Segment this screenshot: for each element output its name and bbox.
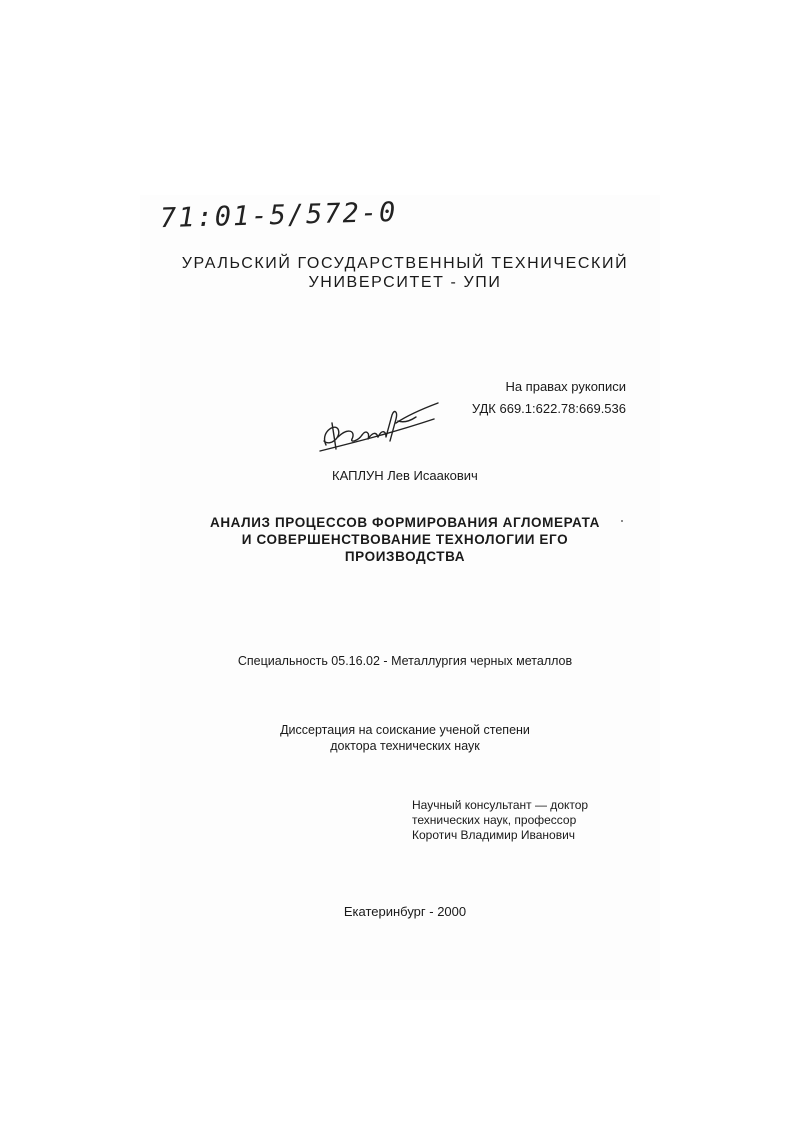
scan-speck [621,520,623,522]
consultant-line-1: Научный консультант — доктор [412,798,589,812]
title-line-3: ПРОИЗВОДСТВА [344,549,466,564]
degree-line-2: доктора технических наук [330,739,480,753]
archive-code: 71:01-5/572-0 [159,196,398,235]
university-header [150,254,660,292]
signature-stroke-5 [378,412,397,441]
scan-area [140,195,660,1000]
signature-stroke-3 [338,431,362,441]
university-line-2: УНИВЕРСИТЕТ - УПИ [308,274,502,291]
title-line-2: И СОВЕРШЕНСТВОВАНИЕ ТЕХНОЛОГИИ ЕГО [241,532,569,547]
degree-line-1: Диссертация на соискание ученой степени [280,723,530,737]
consultant-line-2: технических наук, профессор [412,813,577,827]
author-name: КАПЛУН Лев Исаакович [332,468,478,483]
specialty: Специальность 05.16.02 - Металлургия черных металлов [237,654,573,668]
city-year: Екатеринбург - 2000 [343,904,467,919]
dissertation-title [170,514,640,565]
udc-code: УДК 669.1:622.78:669.536 [471,401,626,416]
title-line-1: АНАЛИЗ ПРОЦЕССОВ ФОРМИРОВАНИЯ АГЛОМЕРАТА [209,515,601,530]
degree-statement [220,722,590,754]
rights-block [440,376,626,420]
scientific-consultant [412,798,588,843]
signature-stroke-1 [324,427,339,445]
manuscript-rights: На правах рукописи [505,379,626,394]
consultant-line-3: Коротич Владимир Иванович [412,828,576,842]
signature-icon [312,393,442,463]
university-line-1: УРАЛЬСКИЙ ГОСУДАРСТВЕННЫЙ ТЕХНИЧЕСКИЙ [181,255,629,272]
